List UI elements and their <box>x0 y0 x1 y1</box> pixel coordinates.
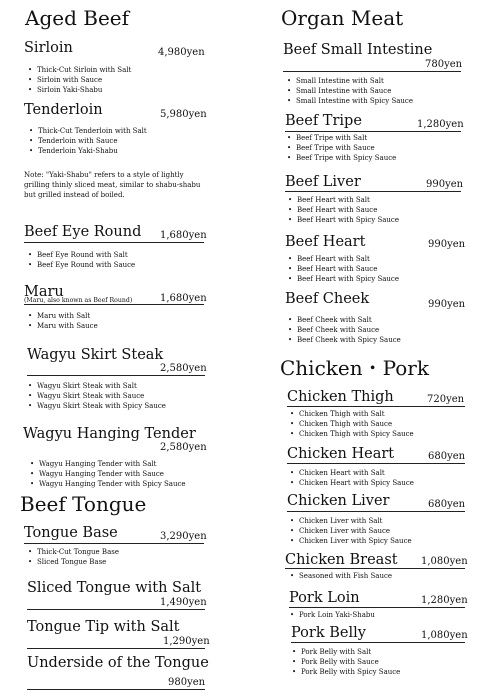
list-item: • Beef Heart with Spicy Sauce <box>288 215 399 225</box>
list-item: • Sirloin Yaki-Shabu <box>28 85 131 95</box>
list-item: • Chicken Thigh with Spicy Sauce <box>290 429 414 439</box>
pork-loin-price: 1,280yen <box>421 595 468 606</box>
list-item: • Beef Cheek with Salt <box>288 315 401 325</box>
small-intestine-price: 780yen <box>425 59 463 70</box>
chicken-heart-divider <box>287 463 465 464</box>
chicken-heart-options <box>290 468 414 488</box>
tongue-tip-name: Tongue Tip with Salt <box>27 619 180 635</box>
skirt-steak-name: Wagyu Skirt Steak <box>27 347 164 363</box>
skirt-steak-price: 2,580yen <box>160 363 207 374</box>
list-item: • Wagyu Skirt Steak with Sauce <box>28 391 166 401</box>
yaki-shabu-note: Note: "Yaki-Shabu" refers to a style of lightly grilling thinly sliced meat, similar to shabu-shabu but grilled instead of boiled. <box>24 171 201 199</box>
eye-round-divider <box>24 242 204 243</box>
sirloin-name: Sirloin <box>24 40 73 56</box>
pork-loin-name: Pork Loin <box>289 590 360 606</box>
chicken-breast-divider <box>285 568 465 569</box>
list-item: • Beef Heart with Salt <box>288 195 399 205</box>
list-item: • Chicken Liver with Spicy Sauce <box>290 536 412 546</box>
maru-price: 1,680yen <box>160 293 207 304</box>
pork-loin-options <box>290 610 375 620</box>
list-item: • Chicken Liver with Salt <box>290 516 412 526</box>
list-item: • Beef Tripe with Salt <box>287 133 396 143</box>
pork-belly-divider <box>291 642 465 643</box>
pork-belly-options <box>292 647 400 677</box>
tongue-base-divider <box>24 543 204 544</box>
beef-cheek-price: 990yen <box>428 299 466 310</box>
small-intestine-divider <box>283 71 461 72</box>
aged-beef-heading: Aged Beef <box>25 6 130 30</box>
chicken-breast-price: 1,080yen <box>421 556 468 567</box>
list-item: • Pork Loin Yaki-Shabu <box>290 610 375 620</box>
beef-liver-name: Beef Liver <box>285 174 361 190</box>
list-item: • Chicken Thigh with Sauce <box>290 419 414 429</box>
list-item: • Chicken Heart with Salt <box>290 468 414 478</box>
tenderloin-price: 5,980yen <box>160 109 207 120</box>
tongue-base-price: 3,290yen <box>160 531 207 542</box>
underside-tongue-divider <box>27 689 205 690</box>
beef-tongue-heading: Beef Tongue <box>20 492 147 516</box>
list-item: • Thick-Cut Sirloin with Salt <box>28 65 131 75</box>
small-intestine-name: Beef Small Intestine <box>283 42 433 58</box>
sliced-tongue-divider <box>27 609 205 610</box>
list-item: • Beef Cheek with Spicy Sauce <box>288 335 401 345</box>
chicken-thigh-price: 720yen <box>427 394 465 405</box>
beef-liver-options <box>288 195 399 225</box>
list-item: • Small Intestine with Salt <box>287 76 413 86</box>
list-item: • Maru with Salt <box>28 311 98 321</box>
hanging-tender-name: Wagyu Hanging Tender <box>23 426 196 442</box>
chicken-liver-price: 680yen <box>428 499 466 510</box>
beef-tripe-options <box>287 133 396 163</box>
chicken-thigh-name: Chicken Thigh <box>287 389 394 405</box>
skirt-steak-options <box>28 381 166 411</box>
chicken-liver-name: Chicken Liver <box>287 493 390 509</box>
sirloin-options <box>28 65 131 95</box>
pork-belly-price: 1,080yen <box>421 630 468 641</box>
list-item: • Wagyu Hanging Tender with Salt <box>30 459 186 469</box>
beef-cheek-options <box>288 315 401 345</box>
list-item: • Beef Heart with Sauce <box>288 264 399 274</box>
pork-loin-divider <box>289 607 465 608</box>
chicken-liver-options <box>290 516 412 546</box>
list-item: • Beef Cheek with Sauce <box>288 325 401 335</box>
list-item: • Wagyu Skirt Steak with Salt <box>28 381 166 391</box>
eye-round-price: 1,680yen <box>160 230 207 241</box>
list-item: • Beef Tripe with Sauce <box>287 143 396 153</box>
list-item: • Thick-Cut Tenderloin with Salt <box>29 126 147 136</box>
small-intestine-options <box>287 76 413 106</box>
sirloin-price: 4,980yen <box>158 47 205 58</box>
list-item: • Beef Heart with Sauce <box>288 205 399 215</box>
maru-divider <box>24 304 204 305</box>
beef-liver-price: 990yen <box>426 179 464 190</box>
list-item: • Small Intestine with Sauce <box>287 86 413 96</box>
beef-tripe-price: 1,280yen <box>417 119 464 130</box>
beef-tripe-divider <box>285 131 461 132</box>
list-item: • Wagyu Hanging Tender with Spicy Sauce <box>30 479 186 489</box>
list-item: • Beef Eye Round with Sauce <box>28 260 135 270</box>
list-item: • Beef Heart with Spicy Sauce <box>288 274 399 284</box>
chicken-liver-divider <box>287 511 465 512</box>
list-item: • Small Intestine with Spicy Sauce <box>287 96 413 106</box>
list-item: • Wagyu Hanging Tender with Sauce <box>30 469 186 479</box>
list-item: • Tenderloin Yaki-Shabu <box>29 146 147 156</box>
beef-cheek-name: Beef Cheek <box>285 291 370 307</box>
underside-tongue-price: 980yen <box>168 677 206 688</box>
list-item: • Beef Eye Round with Salt <box>28 250 135 260</box>
beef-liver-divider <box>285 191 461 192</box>
chicken-thigh-divider <box>287 406 465 407</box>
beef-heart-price: 990yen <box>428 239 466 250</box>
list-item: • Chicken Thigh with Salt <box>290 409 414 419</box>
sliced-tongue-name: Sliced Tongue with Salt <box>27 580 202 596</box>
list-item: • Pork Belly with Salt <box>292 647 400 657</box>
pork-belly-name: Pork Belly <box>291 625 366 641</box>
tenderloin-name: Tenderloin <box>24 102 103 118</box>
chicken-breast-options <box>290 571 392 581</box>
list-item: • Sliced Tongue Base <box>28 557 119 567</box>
hanging-tender-options <box>30 459 186 489</box>
list-item: • Tenderloin with Sauce <box>29 136 147 146</box>
list-item: • Wagyu Skirt Steak with Spicy Sauce <box>28 401 166 411</box>
chicken-pork-heading: Chicken・Pork <box>280 356 429 380</box>
list-item: • Thick-Cut Tongue Base <box>28 547 119 557</box>
list-item: • Sirloin with Sauce <box>28 75 131 85</box>
list-item: • Pork Belly with Spicy Sauce <box>292 667 400 677</box>
maru-subtitle: (Maru, also known as Beef Round) <box>24 297 133 304</box>
beef-heart-name: Beef Heart <box>285 234 366 250</box>
chicken-thigh-options <box>290 409 414 439</box>
tenderloin-options <box>29 126 147 156</box>
skirt-steak-divider <box>27 375 205 376</box>
list-item: • Seasoned with Fish Sauce <box>290 571 392 581</box>
beef-heart-options <box>288 254 399 284</box>
sliced-tongue-price: 1,490yen <box>160 597 207 608</box>
hanging-tender-price: 2,580yen <box>160 442 207 453</box>
list-item: • Chicken Liver with Sauce <box>290 526 412 536</box>
list-item: • Beef Heart with Salt <box>288 254 399 264</box>
organ-meat-heading: Organ Meat <box>281 6 404 30</box>
tongue-base-name: Tongue Base <box>24 525 118 541</box>
maru-options <box>28 311 98 331</box>
chicken-heart-name: Chicken Heart <box>287 446 395 462</box>
maru-name: Maru <box>24 284 64 300</box>
eye-round-options <box>28 250 135 270</box>
tongue-base-options <box>28 547 119 567</box>
tongue-tip-price: 1,290yen <box>163 636 210 647</box>
chicken-breast-name: Chicken Breast <box>285 552 398 568</box>
underside-tongue-name: Underside of the Tongue <box>27 655 209 671</box>
chicken-heart-price: 680yen <box>428 451 466 462</box>
tongue-tip-divider <box>27 648 205 649</box>
list-item: • Maru with Sauce <box>28 321 98 331</box>
list-item: • Chicken Heart with Spicy Sauce <box>290 478 414 488</box>
eye-round-name: Beef Eye Round <box>24 224 142 240</box>
beef-tripe-name: Beef Tripe <box>285 113 362 129</box>
list-item: • Beef Tripe with Spicy Sauce <box>287 153 396 163</box>
list-item: • Pork Belly with Sauce <box>292 657 400 667</box>
